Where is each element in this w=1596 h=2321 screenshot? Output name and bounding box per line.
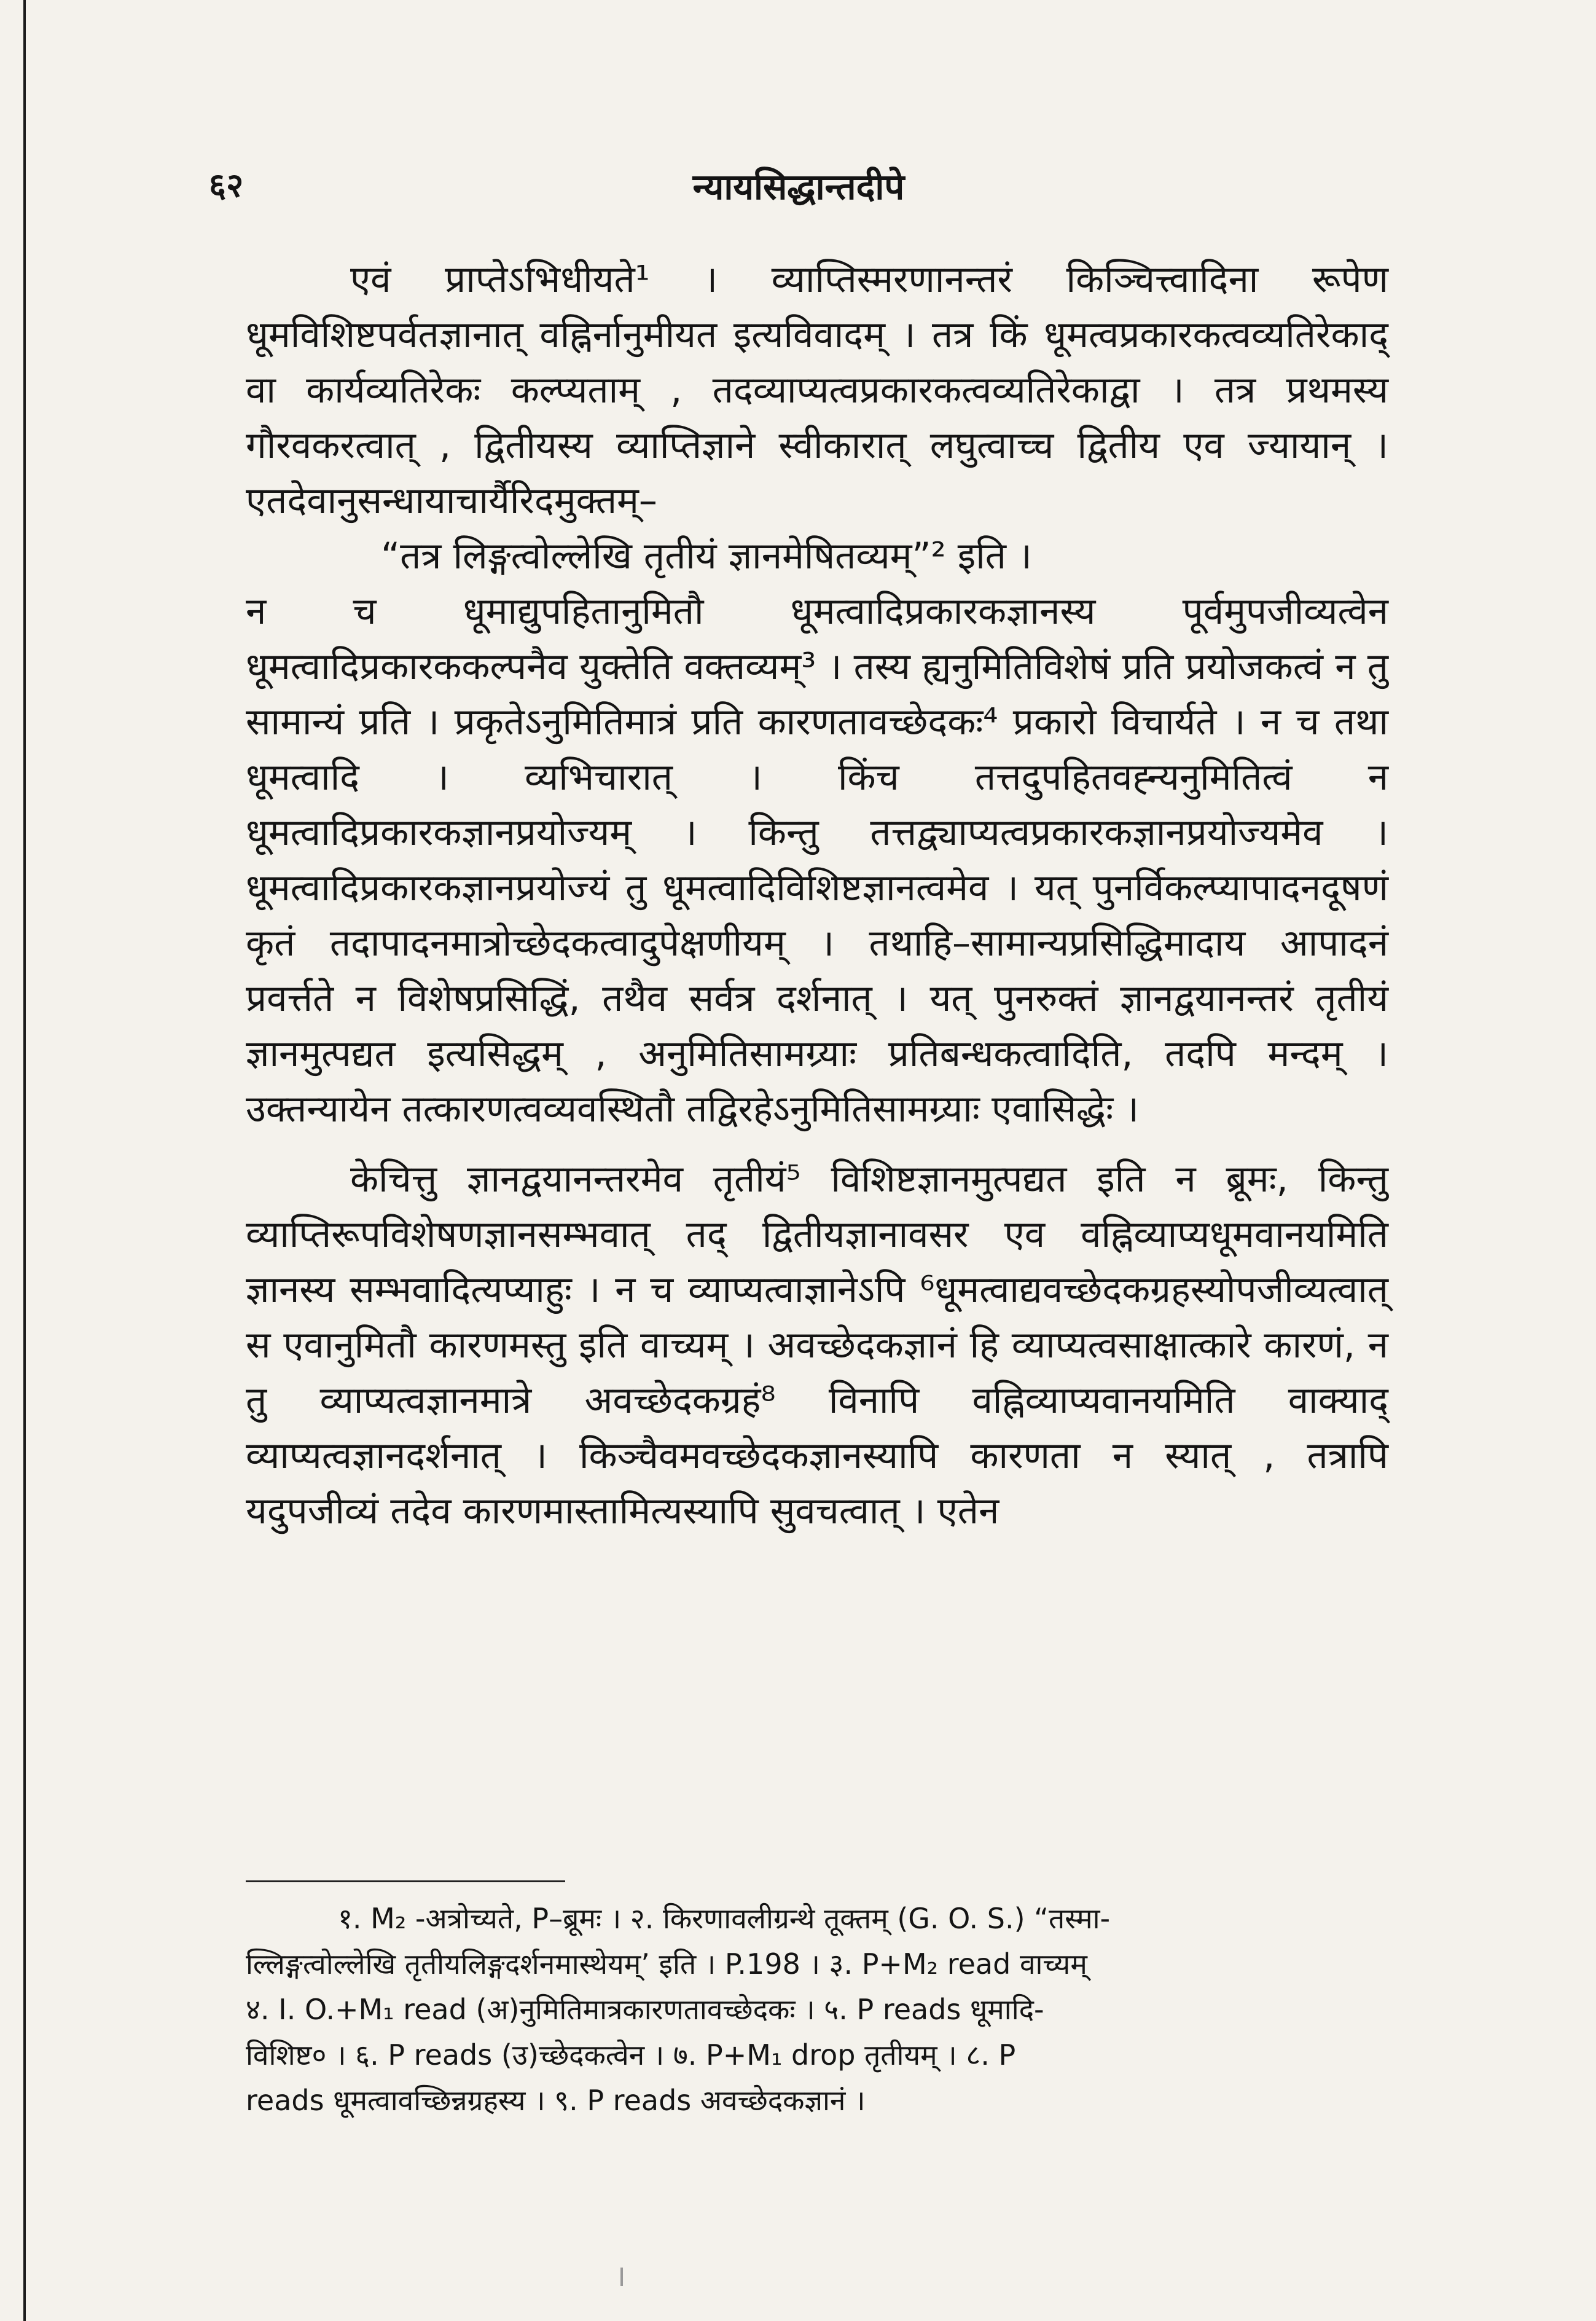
paragraph-1: एवं प्राप्तेऽभिधीयते¹ । व्याप्तिस्मरणानन्तरं किञ्चित्त्वादिना रूपेण धूमविशिष्टपर्वतज्ञानात् वह्निर्नानुमीयत इत्यविवादम् । तत्र किं धूमत्वप्रकारकत्वव्यतिरेकाद् वा कार्यव्यतिरेकः कल्प्यताम् , तदव्याप्यत्वप्रकारकत्वव्यतिरेकाद्वा । तत्र प्रथमस्य गौरवकरत्वात् , द्वितीयस्य व्याप्तिज्ञाने स्वीकारात् लघुत्वाच्च द्वितीय एव ज्यायान् । एतदेवानुसन्धायाचार्यैरिदमुक्तम्– bbox=[246, 258, 1388, 522]
page-binding-edge bbox=[23, 0, 26, 2321]
paragraph-gap bbox=[246, 1137, 1388, 1152]
quotation: “तत्र लिङ्गत्वोल्लेखि तृतीयं ज्ञानमेषितव्यम्”² इति । bbox=[381, 535, 1032, 578]
footnote-rule bbox=[246, 1880, 565, 1882]
footnote-line: ४. I. O.+M₁ read (अ)नुमितिमात्रकारणतावच्छेदकः । ५. P reads धूमादि- bbox=[246, 1993, 1044, 2026]
main-text bbox=[246, 252, 1388, 1539]
footnote-line: ल्लिङ्गत्वोल्लेखि तृतीयलिङ्गदर्शनमास्थेयम्’ इति । P.198 । ३. P+M₂ read वाच्यम् bbox=[246, 1947, 1087, 1981]
paragraph-3: केचित्तु ज्ञानद्वयानन्तरमेव तृतीयं⁵ विशिष्टज्ञानमुत्पद्यत इति न ब्रूमः, किन्तु व्याप्तिरूपविशेषणज्ञानसम्भवात् तद् द्वितीयज्ञानावसर एव वह्निव्याप्यधूमवानयमिति ज्ञानस्य सम्भवादित्यप्याहुः । न च व्याप्यत्वाज्ञानेऽपि ⁶धूमत्वाद्यवच्छेदकग्रहस्योपजीव्यत्वात् स एवानुमितौ कारणमस्तु इति वाच्यम् । अवच्छेदकज्ञानं हि व्याप्यत्वसाक्षात्कारे कारणं, न तु व्याप्यत्वज्ञानमात्रे अवच्छेदकग्रहं⁸ विनापि वह्निव्याप्यवानयमिति वाक्याद् व्याप्यत्वज्ञानदर्शनात् । किञ्चैवमवच्छेदकज्ञानस्यापि कारणता न स्यात् , तत्रापि यदुपजीव्यं तदेव कारणमास्तामित्यस्यापि सुवचत्वात् । एतेन bbox=[246, 1158, 1388, 1533]
paragraph-2: न च धूमाद्युपहितानुमितौ धूमत्वादिप्रकारकज्ञानस्य पूर्वमुपजीव्यत्वेन धूमत्वादिप्रकारककल्पनैव युक्तेति वक्तव्यम्³ । तस्य ह्यनुमितिविशेषं प्रति प्रयोजकत्वं न तु सामान्यं प्रति । प्रकृतेऽनुमितिमात्रं प्रति कारणतावच्छेदकः⁴ प्रकारो विचार्यते । न च तथा धूमत्वादि । व्यभिचारात् । किंच तत्तदुपहितवह्न्यनुमितित्वं न धूमत्वादिप्रकारकज्ञानप्रयोज्यम् । किन्तु तत्तद्व्याप्यत्वप्रकारकज्ञानप्रयोज्यमेव । धूमत्वादिप्रकारकज्ञानप्रयोज्यं तु धूमत्वादिविशिष्टज्ञानत्वमेव । यत् पुनर्विकल्प्यापादनदूषणं कृतं तदापादनमात्रोच्छेदकत्वादुपेक्षणीयम् । तथाहि–सामान्यप्रसिद्धिमादाय आपादनं प्रवर्त्तते न विशेषप्रसिद्धिं, तथैव सर्वत्र दर्शनात् । यत् पुनरुक्तं ज्ञानद्वयानन्तरं तृतीयं ज्ञानमुत्पद्यत इत्यसिद्धम् , अनुमितिसामग्र्याः प्रतिबन्धकत्वादिति, तदपि मन्दम् । उक्तन्यायेन तत्कारणत्वव्यवस्थितौ तद्विरहेऽनुमितिसामग्र्याः एवासिद्धेः । bbox=[246, 590, 1388, 1131]
page-number: ६२ bbox=[209, 166, 244, 205]
running-title: न्यायसिद्धान्तदीपे bbox=[692, 166, 905, 208]
footnotes bbox=[246, 1896, 1388, 2123]
page-header bbox=[209, 161, 1388, 210]
scan-mark bbox=[620, 2268, 623, 2286]
footnote-line: १. M₂ -अत्रोच्यते, P–ब्रूमः । २. किरणावलीग्रन्थे तूक्तम् (G. O. S.) “तस्मा- bbox=[338, 1902, 1111, 1935]
footnote-line: विशिष्ट० । ६. P reads (उ)च्छेदकत्वेन । ७. P+M₁ drop तृतीयम् । ८. P bbox=[246, 2038, 1016, 2072]
footnote-line: reads धूमत्वावच्छिन्नग्रहस्य । ९. P reads अवच्छेदकज्ञानं । bbox=[246, 2084, 866, 2117]
